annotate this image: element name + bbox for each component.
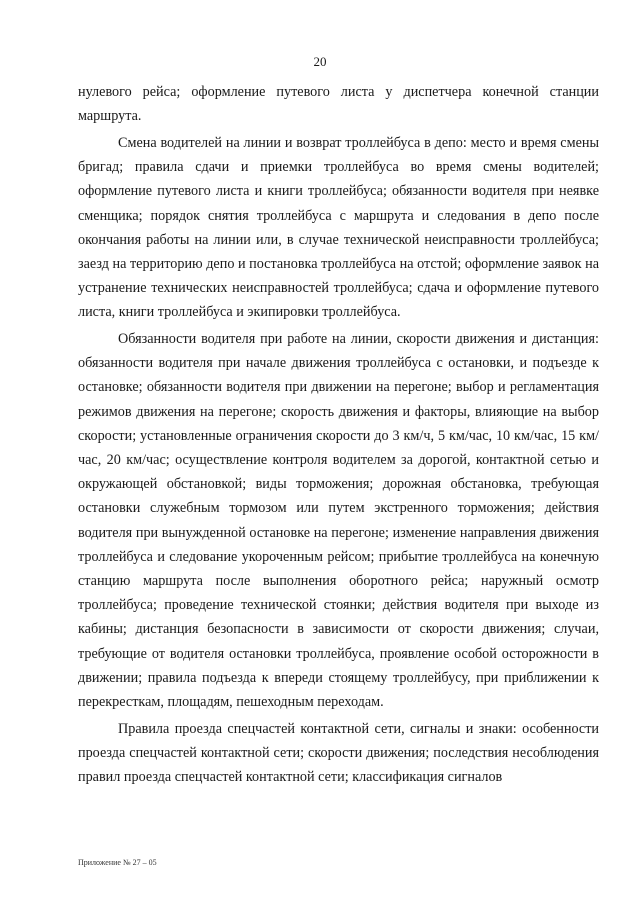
- paragraph-driver-shift-change: Смена водителей на линии и возврат троллейбуса в депо: место и время смены бригад; правила сдачи и приемки троллейбуса во время смены водителей; оформление путевого листа и книги троллейбуса; обязанности водителя при неявке сменщика; порядок снятия троллейбуса с маршрута и следования в депо после окончания работы на линии или, в случае технической неисправности троллейбуса; заезд на территорию депо и постановка троллейбуса на отстой; оформление заявок на устранение технических неисправностей троллейбуса; сдача и оформление путевого листа, книги троллейбуса и экипировки троллейбуса.: [78, 134, 599, 321]
- page-footer: Приложение № 27 – 05: [78, 858, 157, 867]
- body-text: [78, 80, 599, 789]
- paragraph-driver-duties-on-line: Обязанности водителя при работе на линии, скорости движения и дистанция: обязанности водителя при начале движения троллейбуса с остановки, и подъезде к остановке; обязанности водителя при движении на перегоне; выбор и регламентация режимов движения на перегоне; скорость движения и факторы, влияющие на выбор скорости; установленные ограничения скорости до 3 км/ч, 5 км/час, 10 км/час, 15 км/час, 20 км/час; осуществление контроля водителем за дорогой, контактной сетью и окружающей обстановкой; виды торможения; дорожная обстановка, требующая остановки служебным тормозом или путем экстренного торможения; действия водителя при вынужденной остановке на перегоне; изменение направления движения троллейбуса и следование укороченным рейсом; прибытие троллейбуса на конечную станцию маршрута после выполнения оборотного рейса; наружный осмотр троллейбуса; проведение технической стоянки; действия водителя при выходе из кабины; дистанция безопасности в зависимости от скорости движения; случаи, требующие от водителя остановки троллейбуса, проявление особой осторожности в движении; правила подъезда к впереди стоящему троллейбусу, при приближении к перекресткам, площадям, пешеходным переходам.: [78, 331, 599, 711]
- paragraph-continuation: нулевого рейса; оформление путевого листа у диспетчера конечной станции маршрута.: [78, 84, 599, 125]
- paragraph-contact-network-rules: Правила проезда спецчастей контактной сети, сигналы и знаки: особенности проезда спецчастей контактной сети; скорости движения; последствия несоблюдения правил проезда спецчастей контактной сети; классификация сигналов: [78, 720, 599, 786]
- page-number: 20: [313, 54, 327, 69]
